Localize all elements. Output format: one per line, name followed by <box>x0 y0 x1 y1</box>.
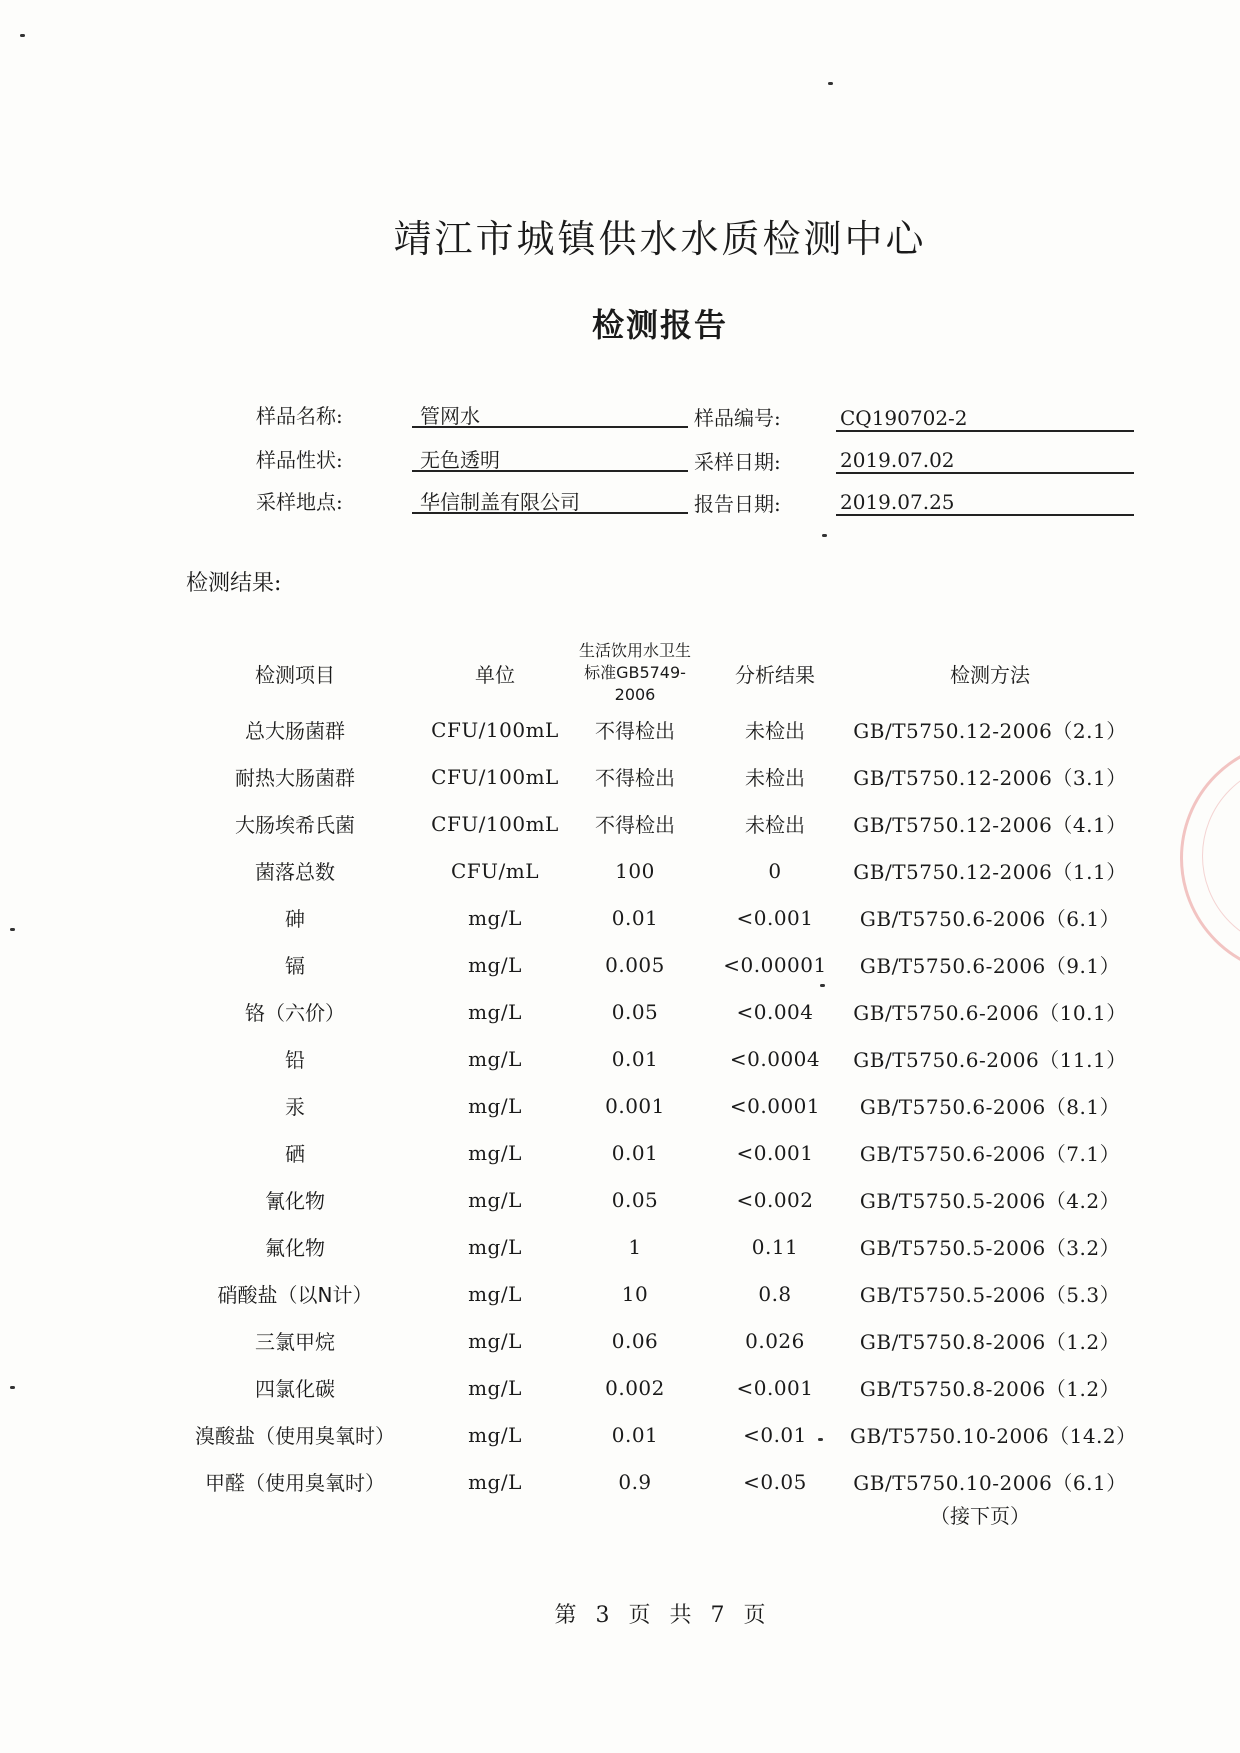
cell-result: 0 <box>768 858 782 883</box>
cell-result: 0.11 <box>751 1234 799 1259</box>
scan-speck <box>20 34 25 37</box>
header-result: 分析结果 <box>735 662 815 687</box>
header-standard-line1: 生活饮用水卫生 <box>578 641 691 660</box>
cell-result: 未检出 <box>745 766 805 790</box>
cell-standard: 1 <box>628 1234 642 1259</box>
cell-method: GB/T5750.6-2006（7.1） <box>859 1142 1121 1166</box>
results-table <box>170 640 1137 1505</box>
scan-speck <box>10 928 15 931</box>
sampling-date-value: 2019.07.02 <box>840 448 955 472</box>
report-date-underline <box>836 514 1134 516</box>
table-row <box>170 706 1130 753</box>
cell-unit: mg/L <box>468 1469 522 1494</box>
cell-item: 汞 <box>285 1095 305 1119</box>
cell-standard: 0.01 <box>611 1422 659 1447</box>
cell-unit: mg/L <box>468 1375 522 1400</box>
cell-result: 0.026 <box>745 1328 805 1353</box>
header-standard-line2: 标准GB5749-2006 <box>584 663 686 704</box>
table-row <box>170 894 1130 941</box>
cell-standard: 0.05 <box>611 999 659 1024</box>
cell-result: <0.05 <box>743 1469 807 1494</box>
cell-unit: mg/L <box>468 952 522 977</box>
table-row <box>170 1364 1130 1411</box>
cell-method: GB/T5750.6-2006（11.1） <box>853 1048 1127 1072</box>
sampling-location-label: 采样地点: <box>256 490 343 514</box>
cell-standard: 100 <box>615 858 655 883</box>
table-row <box>170 1223 1130 1270</box>
sample-name-underline <box>412 426 688 428</box>
sampling-location-value: 华信制盖有限公司 <box>420 490 580 514</box>
cell-standard: 0.9 <box>618 1469 652 1494</box>
cell-standard: 不得检出 <box>595 766 675 790</box>
cell-method: GB/T5750.12-2006（1.1） <box>853 860 1127 884</box>
cell-item: 耐热大肠菌群 <box>235 766 355 790</box>
cell-unit: mg/L <box>468 1093 522 1118</box>
cell-item: 氰化物 <box>265 1189 325 1213</box>
table-row <box>170 1129 1130 1176</box>
cell-method: GB/T5750.6-2006（6.1） <box>859 907 1121 931</box>
table-row <box>170 941 1130 988</box>
scan-speck <box>822 534 827 537</box>
scan-speck <box>820 984 825 987</box>
cell-unit: mg/L <box>468 1140 522 1165</box>
cell-item: 大肠埃希氏菌 <box>235 813 355 837</box>
sample-property-value: 无色透明 <box>420 448 500 472</box>
cell-method: GB/T5750.12-2006（3.1） <box>853 766 1127 790</box>
cell-unit: mg/L <box>468 1422 522 1447</box>
cell-standard: 0.05 <box>611 1187 659 1212</box>
organization-name: 靖江市城镇供水水质检测中心 <box>393 217 927 261</box>
cell-unit: mg/L <box>468 905 522 930</box>
cell-method: GB/T5750.5-2006（4.2） <box>859 1189 1121 1213</box>
cell-result: <0.0001 <box>729 1093 821 1118</box>
cell-standard: 10 <box>621 1281 649 1306</box>
cell-method: GB/T5750.8-2006（1.2） <box>859 1377 1121 1401</box>
scan-speck <box>828 82 833 85</box>
header-unit: 单位 <box>475 662 515 687</box>
cell-result: <0.002 <box>736 1187 814 1212</box>
cell-standard: 0.002 <box>605 1375 665 1400</box>
results-header-row <box>170 640 1130 706</box>
cell-item: 三氯甲烷 <box>255 1330 335 1354</box>
cell-item: 铅 <box>285 1048 305 1072</box>
sampling-location-underline <box>412 512 688 514</box>
cell-standard: 0.005 <box>605 952 665 977</box>
report-title: 检测报告 <box>591 306 728 344</box>
cell-item: 溴酸盐（使用臭氧时） <box>195 1424 395 1448</box>
cell-method: GB/T5750.5-2006（3.2） <box>859 1236 1121 1260</box>
cell-method: GB/T5750.5-2006（5.3） <box>859 1283 1121 1307</box>
cell-method: GB/T5750.6-2006（9.1） <box>859 954 1121 978</box>
cell-unit: CFU/100mL <box>431 717 559 742</box>
sample-property-label: 样品性状: <box>256 448 343 472</box>
cell-result: <0.0004 <box>729 1046 821 1071</box>
table-row <box>170 753 1130 800</box>
table-row <box>170 847 1130 894</box>
cell-result: <0.001 <box>736 1375 814 1400</box>
sample-number-underline <box>836 430 1134 432</box>
table-row <box>170 1082 1130 1129</box>
table-row <box>170 1458 1130 1505</box>
cell-unit: mg/L <box>468 999 522 1024</box>
sample-number-label: 样品编号: <box>694 406 781 430</box>
cell-result: <0.004 <box>736 999 814 1024</box>
cell-item: 氟化物 <box>265 1236 325 1260</box>
cell-item: 硝酸盐（以N计） <box>217 1283 373 1307</box>
continued-note: （接下页） <box>930 1504 1030 1528</box>
cell-unit: mg/L <box>468 1281 522 1306</box>
cell-method: GB/T5750.10-2006（6.1） <box>853 1471 1127 1495</box>
cell-result: 未检出 <box>745 813 805 837</box>
cell-item: 砷 <box>285 907 305 931</box>
cell-result: 0.8 <box>758 1281 792 1306</box>
cell-result: 未检出 <box>745 719 805 743</box>
header-standard <box>570 640 700 706</box>
table-row <box>170 1317 1130 1364</box>
cell-result: <0.00001 <box>723 952 827 977</box>
results-label: 检测结果: <box>186 571 282 596</box>
cell-unit: mg/L <box>468 1234 522 1259</box>
sample-name-label: 样品名称: <box>256 404 343 428</box>
cell-method: GB/T5750.10-2006（14.2） <box>850 1424 1137 1448</box>
sample-property-underline <box>412 470 688 472</box>
cell-item: 甲醛（使用臭氧时） <box>205 1471 385 1495</box>
cell-method: GB/T5750.12-2006（2.1） <box>853 719 1127 743</box>
sampling-date-label: 采样日期: <box>694 450 781 474</box>
cell-result: <0.001 <box>736 905 814 930</box>
cell-unit: CFU/mL <box>450 858 540 883</box>
cell-item: 菌落总数 <box>255 860 335 884</box>
sampling-date-underline <box>836 472 1134 474</box>
cell-standard: 不得检出 <box>595 813 675 837</box>
cell-standard: 0.06 <box>611 1328 659 1353</box>
cell-unit: mg/L <box>468 1187 522 1212</box>
cell-item: 硒 <box>285 1142 305 1166</box>
table-row <box>170 800 1130 847</box>
page-number: 第 3 页 共 7 页 <box>554 1603 766 1628</box>
scan-speck <box>10 1386 15 1389</box>
header-item: 检测项目 <box>255 662 335 687</box>
cell-standard: 0.001 <box>605 1093 665 1118</box>
report-date-value: 2019.07.25 <box>840 490 955 514</box>
table-row <box>170 988 1130 1035</box>
cell-result: <0.001 <box>736 1140 814 1165</box>
table-row <box>170 1176 1130 1223</box>
cell-standard: 0.01 <box>611 1046 659 1071</box>
cell-standard: 0.01 <box>611 905 659 930</box>
cell-item: 铬（六价） <box>245 1001 345 1025</box>
cell-method: GB/T5750.6-2006（8.1） <box>859 1095 1121 1119</box>
table-row <box>170 1270 1130 1317</box>
scan-speck <box>818 1438 823 1441</box>
cell-standard: 0.01 <box>611 1140 659 1165</box>
report-date-label: 报告日期: <box>694 492 781 516</box>
cell-unit: CFU/100mL <box>431 811 559 836</box>
cell-item: 总大肠菌群 <box>245 719 345 743</box>
sample-name-value: 管网水 <box>420 404 480 428</box>
cell-method: GB/T5750.12-2006（4.1） <box>853 813 1127 837</box>
cell-unit: mg/L <box>468 1046 522 1071</box>
header-method: 检测方法 <box>950 662 1030 687</box>
table-row <box>170 1035 1130 1082</box>
cell-method: GB/T5750.8-2006（1.2） <box>859 1330 1121 1354</box>
cell-item: 镉 <box>285 954 305 978</box>
cell-result: <0.01 <box>743 1422 807 1447</box>
cell-standard: 不得检出 <box>595 719 675 743</box>
cell-unit: mg/L <box>468 1328 522 1353</box>
cell-item: 四氯化碳 <box>255 1377 335 1401</box>
sample-number-value: CQ190702-2 <box>840 406 968 430</box>
cell-unit: CFU/100mL <box>431 764 559 789</box>
table-row <box>170 1411 1130 1458</box>
cell-method: GB/T5750.6-2006（10.1） <box>853 1001 1127 1025</box>
